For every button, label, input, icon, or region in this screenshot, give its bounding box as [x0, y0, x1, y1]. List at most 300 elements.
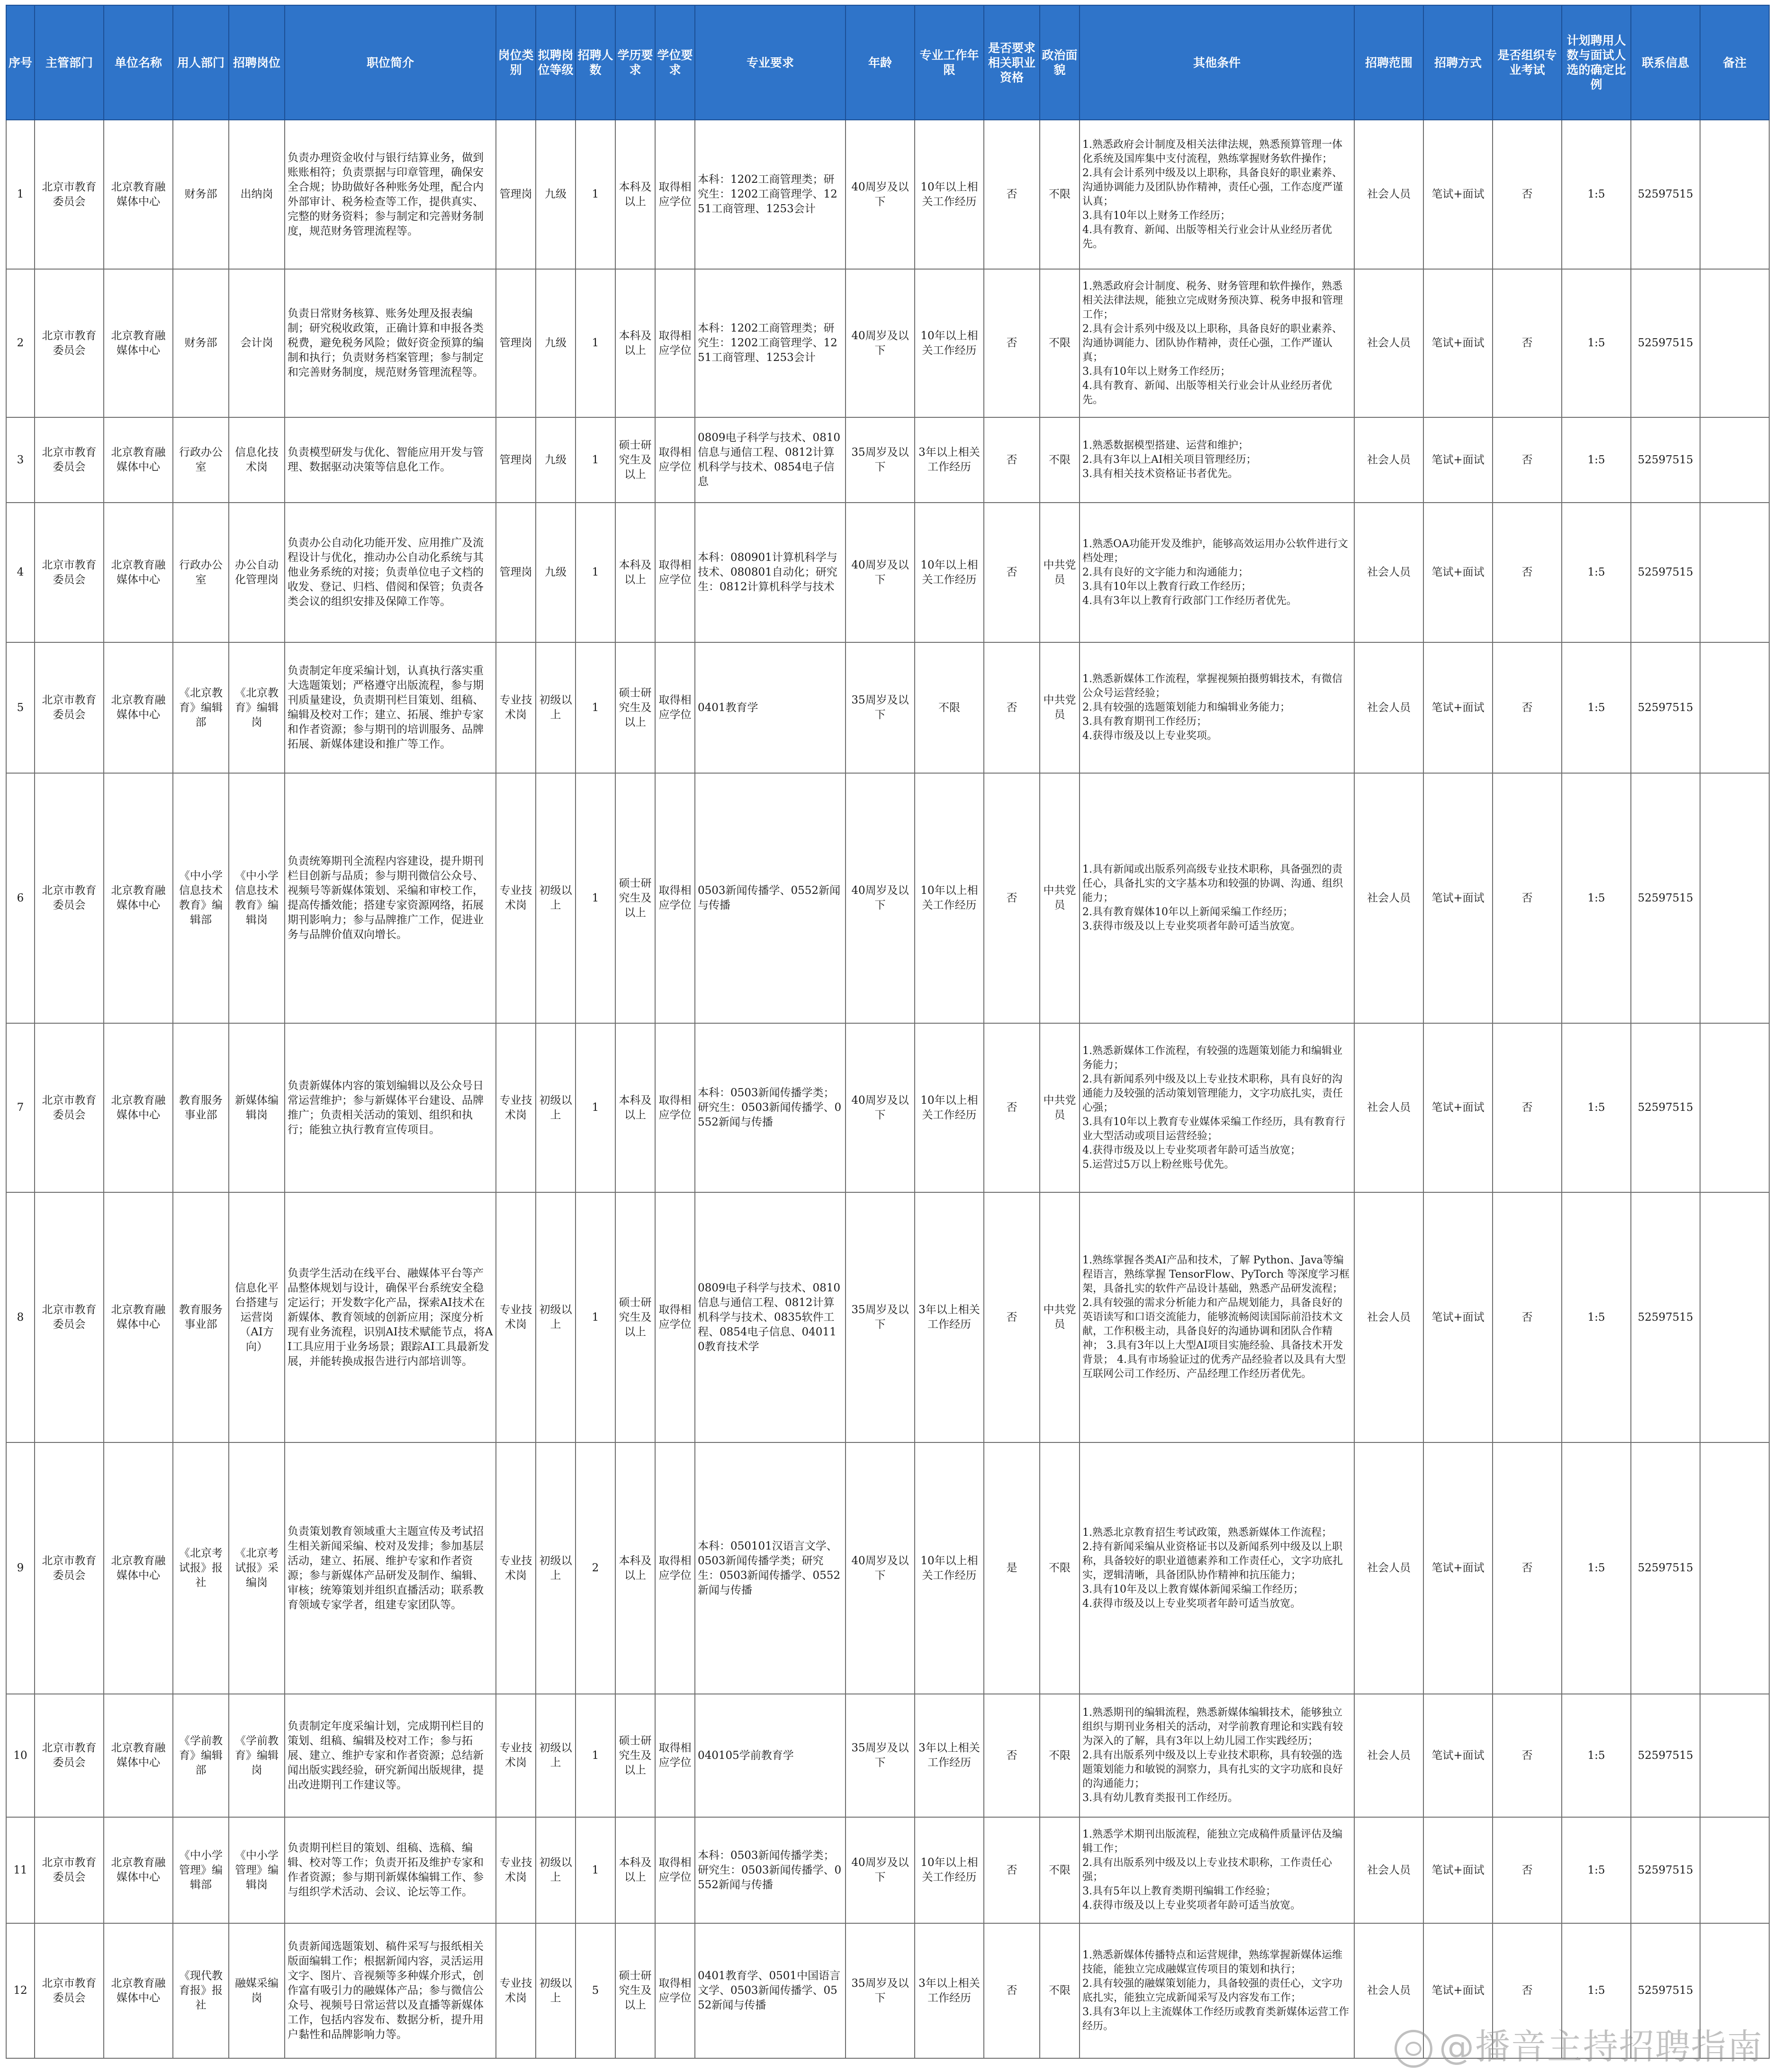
cell-exam: 否 [1493, 1923, 1562, 2058]
column-header: 用人部门 [173, 5, 229, 120]
column-header: 学位要求 [655, 5, 695, 120]
cell-post: 《北京考试报》采编岗 [229, 1442, 285, 1694]
column-header: 专业工作年限 [915, 5, 984, 120]
cell-no: 5 [6, 642, 35, 773]
cell-method: 笔试+面试 [1423, 269, 1493, 417]
watermark [1395, 2019, 1763, 2069]
cell-politics: 不限 [1040, 1923, 1080, 2058]
cell-level: 初级以上 [536, 773, 576, 1023]
cell-contact: 52597515 [1631, 773, 1700, 1023]
cell-type: 管理岗 [496, 269, 536, 417]
cell-no: 7 [6, 1023, 35, 1192]
cell-ratio: 1:5 [1562, 417, 1631, 503]
cell-politics: 不限 [1040, 417, 1080, 503]
cell-unit: 北京教育融媒体中心 [104, 1442, 173, 1694]
cell-num: 5 [576, 1923, 615, 2058]
cell-intro: 负责制定年度采编计划，认真执行落实重大选题策划；严格遵守出版流程，参与期刊质量建设，负责期刊栏目策划、组稿、编辑及校对工作；建立、拓展、维护专家和作者资源；参与期刊的培训服务、品牌拓展、新媒体建设和推广等工作。 [285, 642, 496, 773]
cell-degree: 取得相应学位 [655, 1442, 695, 1694]
cell-exam: 否 [1493, 1694, 1562, 1817]
cell-post: 《中小学管理》编辑岗 [229, 1817, 285, 1923]
cell-unit: 北京教育融媒体中心 [104, 1817, 173, 1923]
column-header: 是否组织专业考试 [1493, 5, 1562, 120]
cell-major: 本科：0503新闻传播学类；研究生：0503新闻传播学、0552新闻与传播 [695, 1817, 846, 1923]
cell-other: 1.熟悉北京教育招生考试政策，熟悉新媒体工作流程； 2.持有新闻采编从业资格证书以及新闻系列中级及以上职称，具备较好的职业道德素养和工作责任心，文字功底扎实，逻辑清晰，具备团队协作精神和抗压能力； 3.具有10年及以上教育媒体新闻采编工作经历； 4.获得市级及以上专业奖项者年龄可适当放宽。 [1080, 1442, 1354, 1694]
cell-cert: 否 [984, 503, 1040, 642]
column-header: 计划聘用人数与面试人选的确定比例 [1562, 5, 1631, 120]
cell-years: 10年以上相关工作经历 [915, 503, 984, 642]
cell-num: 2 [576, 1442, 615, 1694]
column-header: 职位简介 [285, 5, 496, 120]
cell-num: 1 [576, 1817, 615, 1923]
cell-age: 40周岁及以下 [846, 269, 915, 417]
cell-post: 出纳岗 [229, 120, 285, 269]
cell-no: 6 [6, 773, 35, 1023]
cell-user-dept: 行政办公室 [173, 503, 229, 642]
cell-intro: 负责制定年度采编计划，完成期刊栏目的策划、组稿、编辑及校对工作；参与拓展、建立、维护专家和作者资源；总结新闻出版实践经验，研究新闻出版规律，提出改进期刊工作建议等。 [285, 1694, 496, 1817]
cell-note [1700, 1023, 1769, 1192]
cell-no: 12 [6, 1923, 35, 2058]
cell-contact: 52597515 [1631, 1817, 1700, 1923]
cell-politics: 中共党员 [1040, 1192, 1080, 1442]
cell-exam: 否 [1493, 1442, 1562, 1694]
cell-user-dept: 《北京教育》编辑部 [173, 642, 229, 773]
cell-dept: 北京市教育委员会 [35, 269, 104, 417]
cell-exam: 否 [1493, 1817, 1562, 1923]
cell-num: 1 [576, 417, 615, 503]
cell-level: 初级以上 [536, 1442, 576, 1694]
cell-politics: 不限 [1040, 1694, 1080, 1817]
cell-intro: 负责办理资金收付与银行结算业务，做到账账相符；负责票据与印章管理，确保安全合规；协助做好各种账务处理，配合内外部审计、税务检查等工作，提供真实、完整的财务资料；参与制定和完善财务制度，规范财务管理流程等。 [285, 120, 496, 269]
cell-intro: 负责模型研发与优化、智能应用开发与管理、数据驱动决策等信息化工作。 [285, 417, 496, 503]
cell-scope: 社会人员 [1354, 120, 1423, 269]
cell-cert: 是 [984, 1442, 1040, 1694]
cell-politics: 中共党员 [1040, 503, 1080, 642]
cell-no: 1 [6, 120, 35, 269]
cell-type: 专业技术岗 [496, 1817, 536, 1923]
cell-ratio: 1:5 [1562, 1694, 1631, 1817]
cell-contact: 52597515 [1631, 1694, 1700, 1817]
cell-cert: 否 [984, 1817, 1040, 1923]
cell-edu: 硕士研究生及以上 [615, 1192, 655, 1442]
cell-scope: 社会人员 [1354, 642, 1423, 773]
column-header: 年龄 [846, 5, 915, 120]
cell-note [1700, 503, 1769, 642]
cell-note [1700, 1192, 1769, 1442]
cell-note [1700, 1817, 1769, 1923]
cell-edu: 硕士研究生及以上 [615, 642, 655, 773]
cell-level: 九级 [536, 269, 576, 417]
cell-post: 会计岗 [229, 269, 285, 417]
table-body [6, 120, 1769, 2058]
cell-user-dept: 《现代教育报》报社 [173, 1923, 229, 2058]
cell-type: 专业技术岗 [496, 642, 536, 773]
cell-age: 40周岁及以下 [846, 773, 915, 1023]
cell-method: 笔试+面试 [1423, 503, 1493, 642]
cell-edu: 硕士研究生及以上 [615, 773, 655, 1023]
cell-ratio: 1:5 [1562, 1923, 1631, 2058]
cell-method: 笔试+面试 [1423, 1817, 1493, 1923]
cell-type: 专业技术岗 [496, 1923, 536, 2058]
cell-edu: 本科及以上 [615, 1817, 655, 1923]
cell-cert: 否 [984, 773, 1040, 1023]
header-row [6, 5, 1769, 120]
cell-years: 10年以上相关工作经历 [915, 773, 984, 1023]
cell-unit: 北京教育融媒体中心 [104, 642, 173, 773]
cell-level: 初级以上 [536, 1923, 576, 2058]
weibo-logo-icon [1395, 2030, 1432, 2068]
cell-level: 初级以上 [536, 1023, 576, 1192]
cell-dept: 北京市教育委员会 [35, 503, 104, 642]
cell-age: 35周岁及以下 [846, 1192, 915, 1442]
cell-type: 管理岗 [496, 417, 536, 503]
cell-other: 1.熟悉学术期刊出版流程，能独立完成稿件质量评估及编辑工作； 2.具有出版系列中级及以上专业技术职称，工作责任心强； 3.具有5年以上教育类期刊编辑工作经验； 4.获得市级及以上专业奖项者年龄可适当放宽。 [1080, 1817, 1354, 1923]
cell-age: 40周岁及以下 [846, 1442, 915, 1694]
column-header: 招聘人数 [576, 5, 615, 120]
cell-cert: 否 [984, 1023, 1040, 1192]
cell-post: 信息化技术岗 [229, 417, 285, 503]
cell-dept: 北京市教育委员会 [35, 1817, 104, 1923]
table-row [6, 120, 1769, 269]
cell-num: 1 [576, 120, 615, 269]
cell-ratio: 1:5 [1562, 1442, 1631, 1694]
cell-dept: 北京市教育委员会 [35, 1023, 104, 1192]
column-header: 学历要求 [615, 5, 655, 120]
cell-intro: 负责办公自动化功能开发、应用推广及流程设计与优化，推动办公自动化系统与其他业务系统的对接；负责单位电子文档的收发、登记、归档、借阅和保管；负责各类会议的组织安排及保障工作等。 [285, 503, 496, 642]
cell-unit: 北京教育融媒体中心 [104, 1923, 173, 2058]
cell-other: 1.熟练掌握各类AI产品和技术，了解 Python、Java等编程语言，熟练掌握 TensorFlow、PyTorch 等深度学习框架，具备扎实的软件产品设计基础，熟悉产品研发流程； 2.具有较强的需求分析能力和产品规划能力，具备良好的英语读写和口语交流能力，能够流畅阅读国际前沿技术文献，工作积极主动，具备良好的沟通协调和团队合作精神； 3.具有3年以上大型AI项目实施经验、具备技术开发背景； 4.具有市场验证过的优秀产品经验者以及具有大型互联网公司工作经历、产品经理工作经历者优先。 [1080, 1192, 1354, 1442]
column-header: 拟聘岗位等级 [536, 5, 576, 120]
cell-exam: 否 [1493, 503, 1562, 642]
column-header: 招聘方式 [1423, 5, 1493, 120]
cell-age: 35周岁及以下 [846, 417, 915, 503]
cell-post: 办公自动化管理岗 [229, 503, 285, 642]
cell-other: 1.熟悉新媒体工作流程，有较强的选题策划能力和编辑业务能力； 2.具有新闻系列中级及以上专业技术职称，具有良好的沟通能力及较强的活动策划管理能力，文字功底扎实，责任心强； 3.具有10年以上教育专业媒体采编工作经历，具有教育行业大型活动或项目运营经验； 4.获得市级及以上专业奖项者年龄可适当放宽； 5.运营过5万以上粉丝账号优先。 [1080, 1023, 1354, 1192]
cell-exam: 否 [1493, 773, 1562, 1023]
cell-politics: 中共党员 [1040, 642, 1080, 773]
cell-intro: 负责期刊栏目的策划、组稿、选稿、编辑、校对等工作；负责开拓及维护专家和作者资源；参与期刊新媒体编辑工作、参与组织学术活动、会议、论坛等工作。 [285, 1817, 496, 1923]
cell-scope: 社会人员 [1354, 1023, 1423, 1192]
cell-intro: 负责日常财务核算、账务处理及报表编制；研究税收政策，正确计算和申报各类税费，避免税务风险；做好资金预算的编制和执行；负责财务档案管理；参与制定和完善财务制度，规范财务管理流程等。 [285, 269, 496, 417]
cell-type: 专业技术岗 [496, 773, 536, 1023]
cell-exam: 否 [1493, 1023, 1562, 1192]
cell-age: 40周岁及以下 [846, 120, 915, 269]
cell-note [1700, 773, 1769, 1023]
cell-edu: 本科及以上 [615, 1023, 655, 1192]
cell-unit: 北京教育融媒体中心 [104, 417, 173, 503]
cell-major: 0809电子科学与技术、0810信息与通信工程、0812计算机科学与技术、0835软件工程、0854电子信息、040110教育技术学 [695, 1192, 846, 1442]
cell-intro: 负责统筹期刊全流程内容建设，提升期刊栏目创新与品质；参与期刊微信公众号、视频号等新媒体策划、采编和审校工作，提高传播效能；搭建专家资源网络，拓展期刊影响力；参与品牌推广工作，促进业务与品牌价值双向增长。 [285, 773, 496, 1023]
cell-age: 35周岁及以下 [846, 1923, 915, 2058]
cell-method: 笔试+面试 [1423, 1023, 1493, 1192]
cell-user-dept: 《北京考试报》报社 [173, 1442, 229, 1694]
cell-years: 10年以上相关工作经历 [915, 269, 984, 417]
cell-edu: 本科及以上 [615, 269, 655, 417]
table-row [6, 269, 1769, 417]
watermark-text: @播音主持招聘指南 [1439, 2027, 1763, 2067]
cell-contact: 52597515 [1631, 1192, 1700, 1442]
column-header: 专业要求 [695, 5, 846, 120]
table-row [6, 1817, 1769, 1923]
cell-politics: 中共党员 [1040, 773, 1080, 1023]
cell-contact: 52597515 [1631, 503, 1700, 642]
column-header: 招聘范围 [1354, 5, 1423, 120]
cell-no: 11 [6, 1817, 35, 1923]
cell-contact: 52597515 [1631, 269, 1700, 417]
cell-scope: 社会人员 [1354, 417, 1423, 503]
column-header: 主管部门 [35, 5, 104, 120]
cell-years: 3年以上相关工作经历 [915, 1694, 984, 1817]
cell-level: 初级以上 [536, 1817, 576, 1923]
cell-intro: 负责学生活动在线平台、融媒体平台等产品整体规划与设计，确保平台系统安全稳定运行；开发数字化产品，探索AI技术在新媒体、教育领域的创新应用；深度分析现有业务流程，识别AI技术赋能节点，将AI工具应用于业务场景；跟踪AI工具最新发展，并能转换成报告进行内部培训等。 [285, 1192, 496, 1442]
cell-other: 1.熟悉OA功能开发及维护，能够高效运用办公软件进行文档处理； 2.具有良好的文字能力和沟通能力； 3.具有10年以上教育行政工作经历； 4.具有3年以上教育行政部门工作经历者优先。 [1080, 503, 1354, 642]
cell-scope: 社会人员 [1354, 269, 1423, 417]
cell-other: 1.熟悉政府会计制度、税务、财务管理和软件操作，熟悉相关法律法规，能独立完成财务预决算、税务申报和管理工作； 2.具有会计系列中级及以上职称，具备良好的职业素养、沟通协调能力、团队协作精神，责任心强，工作严谨认真； 3.具有10年以上财务工作经历； 4.具有教育、新闻、出版等相关行业会计从业经历者优先。 [1080, 269, 1354, 417]
cell-politics: 不限 [1040, 120, 1080, 269]
cell-years: 10年以上相关工作经历 [915, 1023, 984, 1192]
cell-scope: 社会人员 [1354, 503, 1423, 642]
cell-years: 不限 [915, 642, 984, 773]
column-header: 岗位类别 [496, 5, 536, 120]
cell-exam: 否 [1493, 1192, 1562, 1442]
column-header: 招聘岗位 [229, 5, 285, 120]
cell-cert: 否 [984, 1923, 1040, 2058]
cell-degree: 取得相应学位 [655, 642, 695, 773]
column-header: 备注 [1700, 5, 1769, 120]
cell-scope: 社会人员 [1354, 1192, 1423, 1442]
cell-degree: 取得相应学位 [655, 269, 695, 417]
table-row [6, 1192, 1769, 1442]
cell-no: 4 [6, 503, 35, 642]
cell-method: 笔试+面试 [1423, 642, 1493, 773]
cell-dept: 北京市教育委员会 [35, 1923, 104, 2058]
cell-dept: 北京市教育委员会 [35, 1442, 104, 1694]
cell-num: 1 [576, 503, 615, 642]
cell-edu: 本科及以上 [615, 1442, 655, 1694]
cell-scope: 社会人员 [1354, 773, 1423, 1023]
cell-post: 新媒体编辑岗 [229, 1023, 285, 1192]
cell-dept: 北京市教育委员会 [35, 642, 104, 773]
cell-ratio: 1:5 [1562, 269, 1631, 417]
cell-dept: 北京市教育委员会 [35, 773, 104, 1023]
column-header: 是否要求相关职业资格 [984, 5, 1040, 120]
cell-num: 1 [576, 773, 615, 1023]
cell-type: 专业技术岗 [496, 1023, 536, 1192]
cell-major: 0401教育学 [695, 642, 846, 773]
cell-ratio: 1:5 [1562, 503, 1631, 642]
cell-other: 1.熟悉政府会计制度及相关法律法规，熟悉预算管理一体化系统及国库集中支付流程，熟练掌握财务软件操作； 2.具有会计系列中级及以上职称，具备良好的职业素养、沟通协调能力及团队协作精神，责任心强，工作态度严谨认真； 3.具有10年以上财务工作经历； 4.具有教育、新闻、出版等相关行业会计从业经历者优先。 [1080, 120, 1354, 269]
cell-method: 笔试+面试 [1423, 1923, 1493, 2058]
cell-edu: 硕士研究生及以上 [615, 1694, 655, 1817]
table-row [6, 773, 1769, 1023]
cell-post: 信息化平台搭建与运营岗（AI方向） [229, 1192, 285, 1442]
cell-age: 40周岁及以下 [846, 503, 915, 642]
cell-cert: 否 [984, 120, 1040, 269]
cell-major: 本科：080901计算机科学与技术、080801自动化；研究生：0812计算机科学与技术 [695, 503, 846, 642]
cell-edu: 本科及以上 [615, 503, 655, 642]
column-header: 其他条件 [1080, 5, 1354, 120]
cell-level: 九级 [536, 503, 576, 642]
cell-unit: 北京教育融媒体中心 [104, 1023, 173, 1192]
cell-cert: 否 [984, 1694, 1040, 1817]
cell-contact: 52597515 [1631, 1023, 1700, 1192]
cell-user-dept: 财务部 [173, 269, 229, 417]
cell-level: 九级 [536, 120, 576, 269]
cell-user-dept: 行政办公室 [173, 417, 229, 503]
cell-edu: 硕士研究生及以上 [615, 417, 655, 503]
cell-exam: 否 [1493, 417, 1562, 503]
cell-unit: 北京教育融媒体中心 [104, 1192, 173, 1442]
cell-unit: 北京教育融媒体中心 [104, 773, 173, 1023]
cell-degree: 取得相应学位 [655, 1817, 695, 1923]
cell-scope: 社会人员 [1354, 1442, 1423, 1694]
cell-politics: 不限 [1040, 269, 1080, 417]
cell-num: 1 [576, 642, 615, 773]
cell-degree: 取得相应学位 [655, 1694, 695, 1817]
table-row [6, 503, 1769, 642]
cell-post: 《北京教育》编辑岗 [229, 642, 285, 773]
cell-num: 1 [576, 269, 615, 417]
cell-other: 1.熟悉新媒体工作流程，掌握视频拍摄剪辑技术，有微信公众号运营经验； 2.具有较强的选题策划能力和编辑业务能力； 3.具有教育期刊工作经历； 4.获得市级及以上专业奖项。 [1080, 642, 1354, 773]
cell-method: 笔试+面试 [1423, 1442, 1493, 1694]
cell-age: 35周岁及以下 [846, 1694, 915, 1817]
cell-ratio: 1:5 [1562, 120, 1631, 269]
cell-degree: 取得相应学位 [655, 503, 695, 642]
table-row [6, 417, 1769, 503]
cell-unit: 北京教育融媒体中心 [104, 269, 173, 417]
cell-user-dept: 《中小学管理》编辑部 [173, 1817, 229, 1923]
cell-major: 本科：0503新闻传播学类；研究生：0503新闻传播学、0552新闻与传播 [695, 1023, 846, 1192]
column-header: 政治面貌 [1040, 5, 1080, 120]
cell-note [1700, 1694, 1769, 1817]
cell-years: 3年以上相关工作经历 [915, 417, 984, 503]
cell-method: 笔试+面试 [1423, 1694, 1493, 1817]
cell-type: 专业技术岗 [496, 1694, 536, 1817]
cell-degree: 取得相应学位 [655, 773, 695, 1023]
cell-num: 1 [576, 1192, 615, 1442]
cell-level: 九级 [536, 417, 576, 503]
table-row [6, 1023, 1769, 1192]
cell-post: 《中小学信息技术教育》编辑岗 [229, 773, 285, 1023]
cell-other: 1.熟悉新媒体传播特点和运营规律，熟练掌握新媒体运维技能，能独立完成融媒宣传项目的策划和执行； 2.具有较强的融媒策划能力，具备较强的责任心，文字功底扎实，能独立完成新闻采写及内容发布工作； 3.具有3年以上主流媒体工作经历或教育类新媒体运营工作经历。 [1080, 1923, 1354, 2058]
cell-years: 10年以上相关工作经历 [915, 120, 984, 269]
cell-level: 初级以上 [536, 642, 576, 773]
cell-cert: 否 [984, 417, 1040, 503]
cell-note [1700, 120, 1769, 269]
cell-num: 1 [576, 1694, 615, 1817]
cell-ratio: 1:5 [1562, 1817, 1631, 1923]
cell-user-dept: 财务部 [173, 120, 229, 269]
cell-user-dept: 教育服务事业部 [173, 1023, 229, 1192]
cell-major: 本科：1202工商管理类；研究生：1202工商管理学、1251工商管理、1253会计 [695, 120, 846, 269]
cell-note [1700, 417, 1769, 503]
cell-note [1700, 1442, 1769, 1694]
cell-method: 笔试+面试 [1423, 773, 1493, 1023]
cell-major: 0503新闻传播学、0552新闻与传播 [695, 773, 846, 1023]
cell-politics: 不限 [1040, 1442, 1080, 1694]
table-row [6, 1442, 1769, 1694]
cell-contact: 52597515 [1631, 1442, 1700, 1694]
cell-age: 40周岁及以下 [846, 1817, 915, 1923]
cell-scope: 社会人员 [1354, 1923, 1423, 2058]
column-header: 单位名称 [104, 5, 173, 120]
cell-method: 笔试+面试 [1423, 417, 1493, 503]
cell-no: 10 [6, 1694, 35, 1817]
cell-method: 笔试+面试 [1423, 120, 1493, 269]
cell-degree: 取得相应学位 [655, 120, 695, 269]
cell-user-dept: 《中小学信息技术教育》编辑部 [173, 773, 229, 1023]
cell-contact: 52597515 [1631, 417, 1700, 503]
cell-major: 0809电子科学与技术、0810信息与通信工程、0812计算机科学与技术、0854电子信息 [695, 417, 846, 503]
cell-cert: 否 [984, 1192, 1040, 1442]
cell-major: 本科：050101汉语言文学、0503新闻传播学类；研究生：0503新闻传播学、0552新闻与传播 [695, 1442, 846, 1694]
cell-dept: 北京市教育委员会 [35, 417, 104, 503]
cell-dept: 北京市教育委员会 [35, 1192, 104, 1442]
cell-years: 10年以上相关工作经历 [915, 1442, 984, 1694]
cell-level: 初级以上 [536, 1192, 576, 1442]
cell-user-dept: 《学前教育》编辑部 [173, 1694, 229, 1817]
cell-type: 专业技术岗 [496, 1442, 536, 1694]
cell-type: 管理岗 [496, 503, 536, 642]
table-row [6, 642, 1769, 773]
cell-degree: 取得相应学位 [655, 1192, 695, 1442]
cell-degree: 取得相应学位 [655, 1023, 695, 1192]
cell-contact: 52597515 [1631, 642, 1700, 773]
cell-years: 3年以上相关工作经历 [915, 1923, 984, 2058]
cell-age: 35周岁及以下 [846, 642, 915, 773]
cell-type: 专业技术岗 [496, 1192, 536, 1442]
cell-unit: 北京教育融媒体中心 [104, 503, 173, 642]
cell-type: 管理岗 [496, 120, 536, 269]
cell-politics: 中共党员 [1040, 1023, 1080, 1192]
cell-years: 10年以上相关工作经历 [915, 1817, 984, 1923]
cell-ratio: 1:5 [1562, 642, 1631, 773]
column-header: 序号 [6, 5, 35, 120]
cell-intro: 负责策划教育领域重大主题宣传及考试招生相关新闻采编、校对及发排；参加基层活动，建立、拓展、维护专家和作者资源；参与新媒体产品研发及制作、编辑、审核；统筹策划并组织直播活动；联系教育领域专家学者，组建专家团队等。 [285, 1442, 496, 1694]
cell-dept: 北京市教育委员会 [35, 120, 104, 269]
cell-ratio: 1:5 [1562, 773, 1631, 1023]
cell-post: 融媒采编岗 [229, 1923, 285, 2058]
cell-dept: 北京市教育委员会 [35, 1694, 104, 1817]
cell-exam: 否 [1493, 120, 1562, 269]
cell-scope: 社会人员 [1354, 1694, 1423, 1817]
cell-other: 1.具有新闻或出版系列高级专业技术职称，具备强烈的责任心，具备扎实的文字基本功和较强的协调、沟通、组织能力； 2.具有教育媒体10年以上新闻采编工作经历； 3.获得市级及以上专业奖项者年龄可适当放宽。 [1080, 773, 1354, 1023]
cell-cert: 否 [984, 269, 1040, 417]
cell-no: 3 [6, 417, 35, 503]
cell-note [1700, 642, 1769, 773]
cell-num: 1 [576, 1023, 615, 1192]
cell-major: 040105学前教育学 [695, 1694, 846, 1817]
cell-other: 1.熟悉期刊的编辑流程，熟悉新媒体编辑技术，能够独立组织与期刊业务相关的活动，对学前教育理论和实践有较为深入的了解，具有3年以上幼儿园工作实践经历； 2.具有出版系列中级及以上专业技术职称，具有较强的选题策划能力和敏锐的洞察力，具有扎实的文字功底和良好的沟通能力； 3.具有幼儿教育类报刊工作经历。 [1080, 1694, 1354, 1817]
cell-no: 9 [6, 1442, 35, 1694]
cell-exam: 否 [1493, 642, 1562, 773]
cell-user-dept: 教育服务事业部 [173, 1192, 229, 1442]
cell-politics: 不限 [1040, 1817, 1080, 1923]
cell-scope: 社会人员 [1354, 1817, 1423, 1923]
cell-ratio: 1:5 [1562, 1192, 1631, 1442]
cell-edu: 硕士研究生及以上 [615, 1923, 655, 2058]
cell-ratio: 1:5 [1562, 1023, 1631, 1192]
cell-no: 8 [6, 1192, 35, 1442]
cell-unit: 北京教育融媒体中心 [104, 120, 173, 269]
cell-post: 《学前教育》编辑岗 [229, 1694, 285, 1817]
cell-cert: 否 [984, 642, 1040, 773]
cell-no: 2 [6, 269, 35, 417]
cell-major: 本科：1202工商管理类；研究生：1202工商管理学、1251工商管理、1253会计 [695, 269, 846, 417]
cell-years: 3年以上相关工作经历 [915, 1192, 984, 1442]
cell-edu: 本科及以上 [615, 120, 655, 269]
cell-degree: 取得相应学位 [655, 1923, 695, 2058]
cell-other: 1.熟悉数据模型搭建、运营和维护； 2.具有3年以上AI相关项目管理经历； 3.具有相关技术资格证书者优先。 [1080, 417, 1354, 503]
